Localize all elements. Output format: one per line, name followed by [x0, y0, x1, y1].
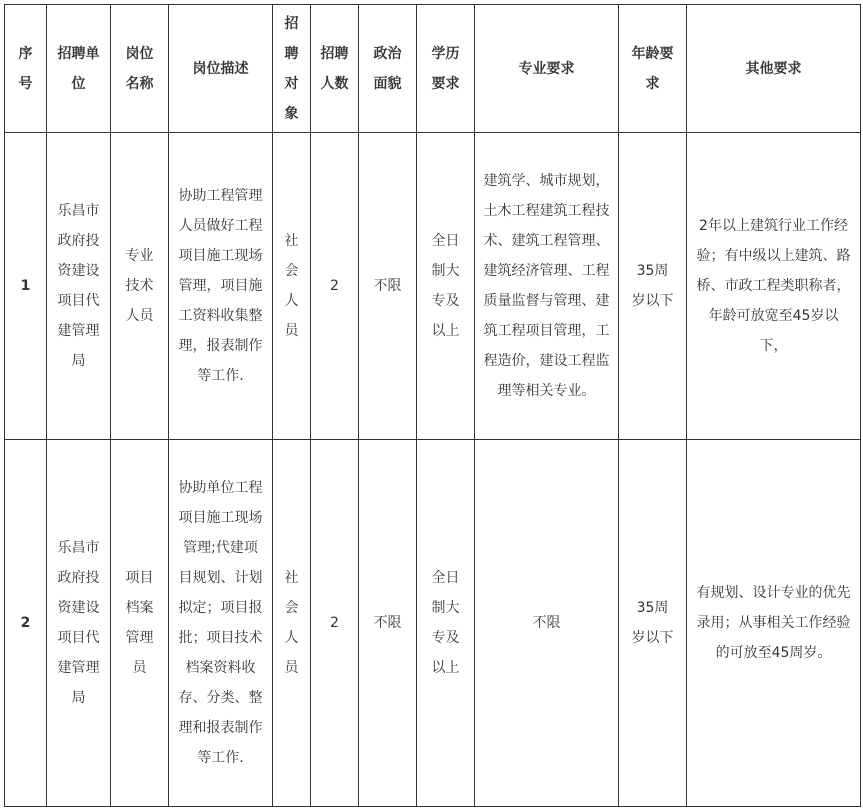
cell-major: 建筑学、城市规划，土木工程建筑工程技术、建筑工程管理、建筑经济管理、工程质量监督与管理、建筑工程项目管理，工程造价，建设工程监理等相关专业。: [475, 133, 619, 440]
header-other: 其他要求: [687, 5, 861, 133]
header-major: 专业要求: [475, 5, 619, 133]
cell-age: 35周岁以下: [619, 133, 687, 440]
cell-seq: 1: [5, 133, 47, 440]
cell-target: 社会人员: [273, 440, 311, 807]
cell-position: 项目档案管理员: [111, 440, 169, 807]
header-politics: 政治面貌: [359, 5, 417, 133]
cell-other: 2年以上建筑行业工作经验；有中级以上建筑、路桥、市政工程类职称者，年龄可放宽至45岁以下，: [687, 133, 861, 440]
cell-count: 2: [311, 133, 359, 440]
cell-position: 专业技术人员: [111, 133, 169, 440]
cell-target: 社会人员: [273, 133, 311, 440]
header-age: 年龄要求: [619, 5, 687, 133]
cell-education: 全日制大专及以上: [417, 440, 475, 807]
cell-description: 协助工程管理人员做好工程项目施工现场管理，项目施工资料收集整理，报表制作等工作.: [169, 133, 273, 440]
header-description: 岗位描述: [169, 5, 273, 133]
table-header-row: [5, 5, 861, 133]
table-row: [5, 440, 861, 807]
header-count: 招聘人数: [311, 5, 359, 133]
cell-unit: 乐昌市政府投资建设项目代建管理局: [47, 133, 111, 440]
header-seq: 序号: [5, 5, 47, 133]
cell-education: 全日制大专及以上: [417, 133, 475, 440]
cell-seq: 2: [5, 440, 47, 807]
cell-unit: 乐昌市政府投资建设项目代建管理局: [47, 440, 111, 807]
header-unit: 招聘单位: [47, 5, 111, 133]
table-row: [5, 133, 861, 440]
recruitment-table: [4, 4, 861, 807]
cell-age: 35周岁以下: [619, 440, 687, 807]
cell-politics: 不限: [359, 133, 417, 440]
cell-major: 不限: [475, 440, 619, 807]
header-position: 岗位名称: [111, 5, 169, 133]
cell-count: 2: [311, 440, 359, 807]
cell-other: 有规划、设计专业的优先录用；从事相关工作经验的可放至45周岁。: [687, 440, 861, 807]
cell-politics: 不限: [359, 440, 417, 807]
cell-description: 协助单位工程项目施工现场管理;代建项目规划、计划拟定；项目报批；项目技术档案资料收存、分类、整理和报表制作等工作.: [169, 440, 273, 807]
header-target: 招聘对象: [273, 5, 311, 133]
header-education: 学历要求: [417, 5, 475, 133]
